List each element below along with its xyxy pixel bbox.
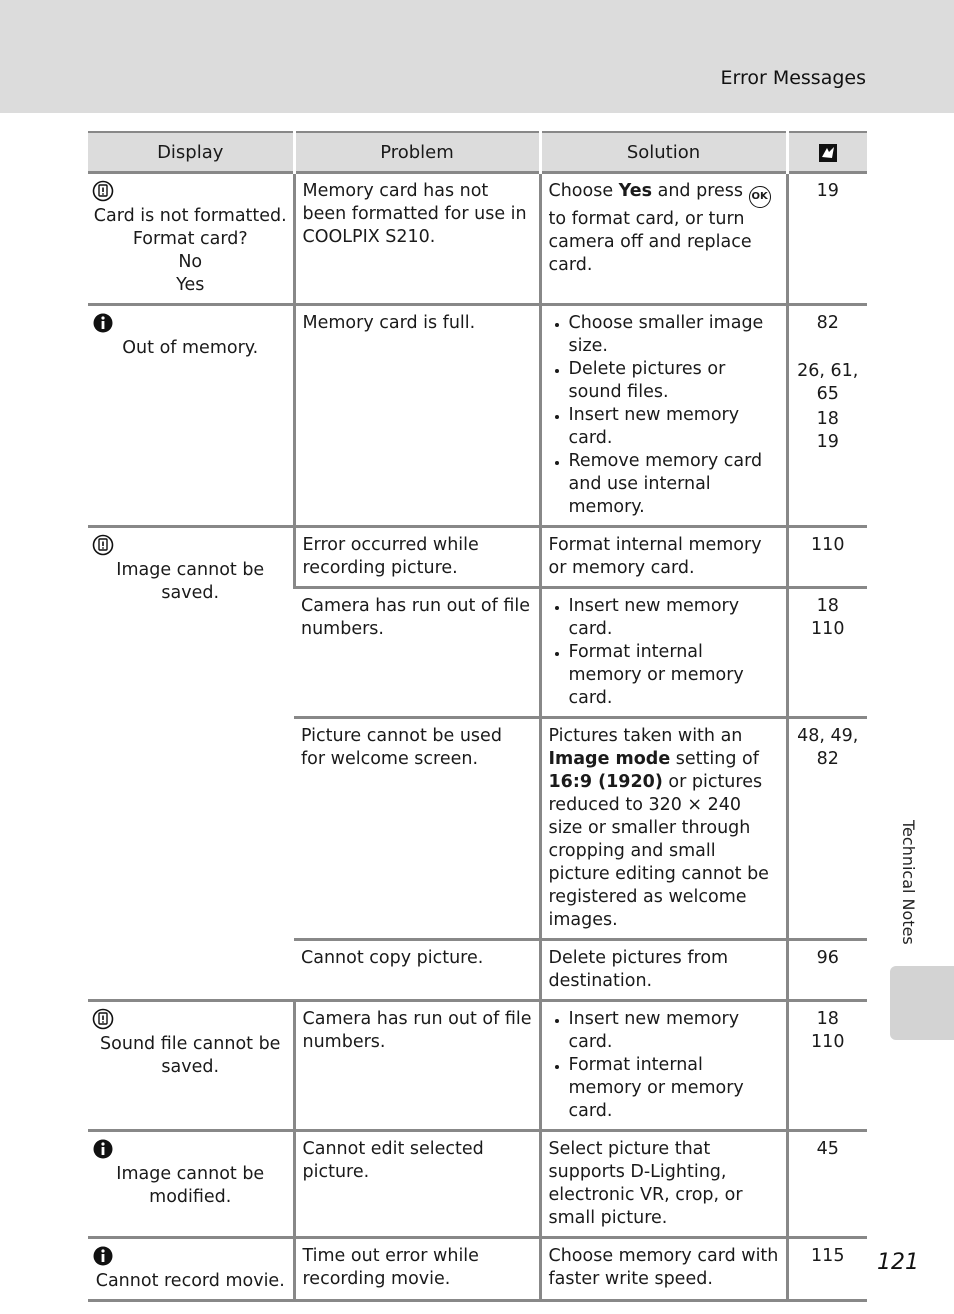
display-cell xyxy=(88,305,294,527)
table-header-row xyxy=(88,132,867,173)
info-icon xyxy=(92,1138,289,1162)
page-ref: 19 xyxy=(816,432,839,452)
solution-text: to format card, or turn camera off and replace card. xyxy=(548,209,752,275)
card-warning-icon xyxy=(92,1008,289,1032)
card-warning-icon xyxy=(92,534,289,558)
solution-bullet: • Format internal memory or memory card. xyxy=(569,1054,779,1123)
problem-cell: Memory card is full. xyxy=(294,305,540,527)
side-section-text: Technical Notes xyxy=(899,820,918,945)
solution-bold: Image mode xyxy=(548,749,671,769)
solution-bullet: • Insert new memory card. xyxy=(569,1008,779,1054)
page-ref: 110 xyxy=(811,1032,845,1052)
table-row xyxy=(88,173,867,305)
header-solution: Solution xyxy=(540,132,787,173)
problem-cell: Camera has run out of file numbers. xyxy=(294,588,540,718)
problem-cell: Picture cannot be used for welcome screen. xyxy=(294,718,540,940)
solution-bullet: • Insert new memory card. xyxy=(569,404,779,450)
page-ref-cell: 48, 49, 82 xyxy=(787,718,867,940)
problem-cell: Memory card has not been formatted for use in COOLPIX S210. xyxy=(294,173,540,305)
display-text-line: Out of memory. xyxy=(122,338,259,358)
display-cell xyxy=(88,1001,294,1131)
table-row xyxy=(88,1001,867,1131)
solution-bullet: • Choose smaller image size. xyxy=(569,312,779,358)
page-ref: 18 xyxy=(816,409,839,429)
problem-cell: Camera has run out of file numbers. xyxy=(294,1001,540,1131)
page-ref-cell: 19 xyxy=(787,173,867,305)
solution-bold: Yes xyxy=(618,181,653,201)
side-section-label xyxy=(898,820,918,960)
solution-text: setting of xyxy=(670,749,759,769)
solution-bullet: • Delete pictures or sound files. xyxy=(569,358,779,404)
page-ref: 26, 61, 65 xyxy=(797,361,859,404)
solution-cell xyxy=(540,588,787,718)
ok-button-icon: OK xyxy=(749,186,771,208)
page-ref-cell: 45 xyxy=(787,1131,867,1238)
table-row xyxy=(88,1238,867,1301)
solution-cell: Choose memory card with faster write speed. xyxy=(540,1238,787,1301)
page-ref-cell: 96 xyxy=(787,940,867,1001)
display-text-line: Cannot record movie. xyxy=(95,1271,285,1291)
solution-text: and press xyxy=(652,181,749,201)
page-ref: 82 xyxy=(816,313,839,333)
page-ref: 18 xyxy=(816,596,839,616)
info-icon xyxy=(92,1245,289,1269)
card-warning-icon xyxy=(92,180,289,204)
error-messages-table xyxy=(88,131,867,1302)
info-icon xyxy=(92,312,289,336)
section-title: Error Messages xyxy=(720,67,866,89)
display-option-yes: Yes xyxy=(176,275,205,295)
solution-bullet: • Insert new memory card. xyxy=(569,595,779,641)
display-cell xyxy=(88,1238,294,1301)
table-row xyxy=(88,305,867,527)
display-text-line: Card is not formatted. xyxy=(93,206,287,226)
problem-cell: Cannot edit selected picture. xyxy=(294,1131,540,1238)
solution-text: Pictures taken with an xyxy=(548,726,743,746)
display-option-no: No xyxy=(178,252,203,272)
side-thumb-tab xyxy=(890,966,954,1040)
display-text-line: Image cannot be modified. xyxy=(116,1164,265,1207)
display-text-line: Sound file cannot be saved. xyxy=(100,1034,281,1077)
solution-text: Choose xyxy=(548,181,619,201)
page-ref: 18 xyxy=(816,1009,839,1029)
page-ref-cell: 110 xyxy=(787,527,867,588)
table-row xyxy=(88,1131,867,1238)
problem-cell: Cannot copy picture. xyxy=(294,940,540,1001)
solution-cell: Select picture that supports D-Lighting, electronic VR, crop, or small picture. xyxy=(540,1131,787,1238)
problem-cell: Time out error while recording movie. xyxy=(294,1238,540,1301)
page-ref: 110 xyxy=(811,619,845,639)
solution-bullet: • Remove memory card and use internal memory. xyxy=(569,450,779,519)
header-problem: Problem xyxy=(294,132,540,173)
table-row xyxy=(88,527,867,588)
page-ref-cell xyxy=(787,305,867,527)
header-display: Display xyxy=(88,132,294,173)
solution-text: or pictures reduced to 320 × 240 size or smaller through cropping and small picture editing cannot be registered as welcome images. xyxy=(548,772,769,930)
solution-bold: 16:9 (1920) xyxy=(548,772,663,792)
display-text-line: Format card? xyxy=(132,229,248,249)
display-cell xyxy=(88,527,294,1001)
solution-cell: Delete pictures from destination. xyxy=(540,940,787,1001)
page-ref-cell xyxy=(787,588,867,718)
header-band xyxy=(0,0,954,113)
display-cell xyxy=(88,1131,294,1238)
page-reference-icon xyxy=(787,132,867,173)
display-text-line: Image cannot be saved. xyxy=(116,560,265,603)
page-ref-cell: 115 xyxy=(787,1238,867,1301)
solution-bullet: • Format internal memory or memory card. xyxy=(569,641,779,710)
page-ref-cell xyxy=(787,1001,867,1131)
solution-cell: Format internal memory or memory card. xyxy=(540,527,787,588)
solution-cell xyxy=(540,173,787,305)
display-cell xyxy=(88,173,294,305)
solution-cell xyxy=(540,305,787,527)
problem-cell: Error occurred while recording picture. xyxy=(294,527,540,588)
page-number: 121 xyxy=(877,1250,919,1275)
solution-cell xyxy=(540,718,787,940)
solution-cell xyxy=(540,1001,787,1131)
